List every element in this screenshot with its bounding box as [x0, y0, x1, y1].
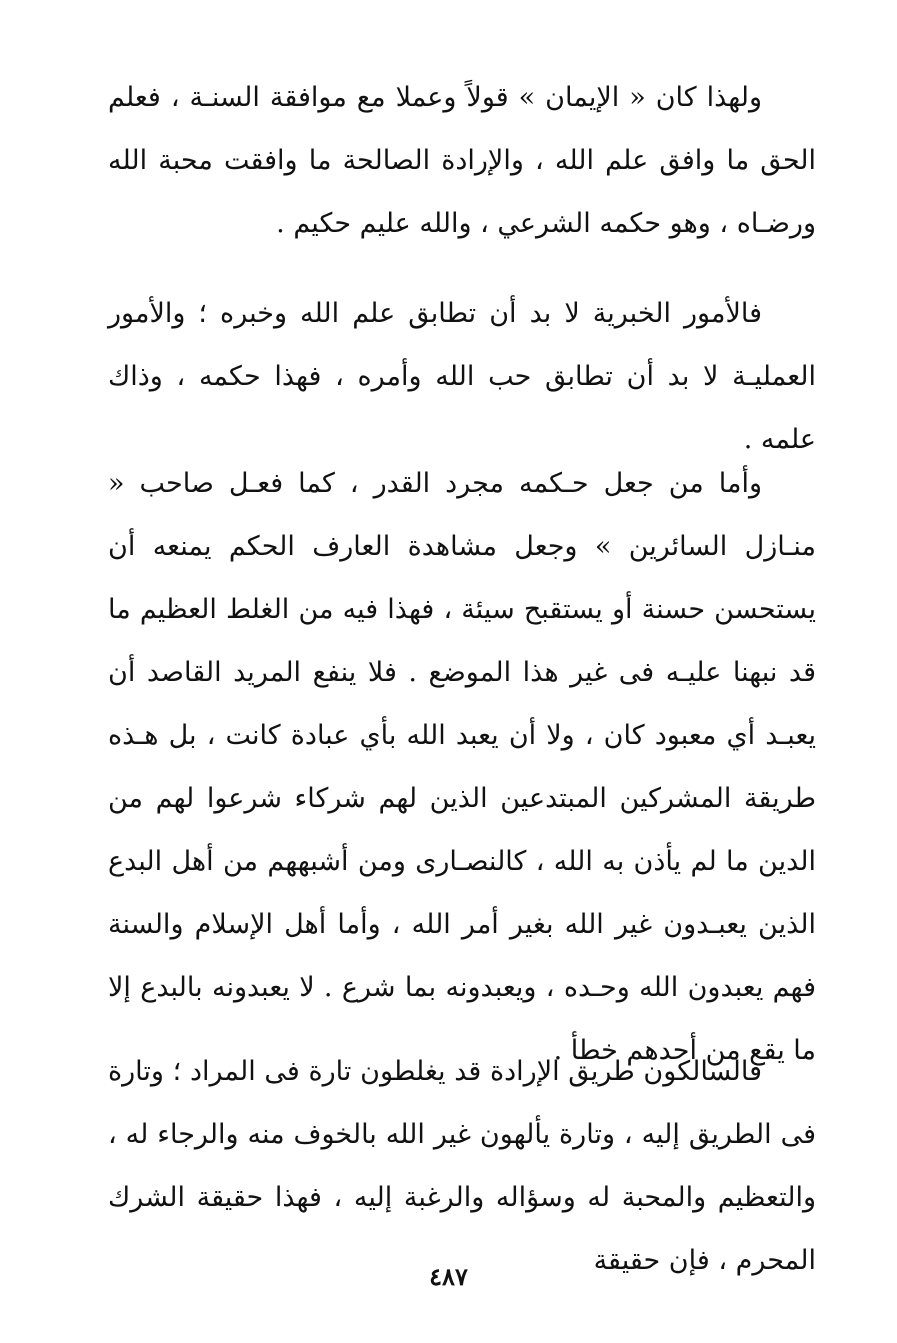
- paragraph-text: فالسالكون طريق الإرادة قد يغلطون تارة فى المراد ؛ وتارة فى الطريق إليه ، وتارة يألهون غير الله بالخوف منه والرجاء له ، والتعظيم والمحبة له وسؤاله والرغبة إليه ، فهذا حقيقة الشرك المحرم ، فإن حقيقة: [108, 1056, 816, 1276]
- paragraph-text: فالأمور الخبرية لا بد أن تطابق علم الله وخبره ؛ والأمور العمليـة لا بد أن تطابق حب الله وأمره ، فهذا حكمه ، وذاك علمه .: [108, 298, 816, 455]
- paragraph-1: [108, 66, 816, 255]
- paragraph-2: [108, 282, 816, 471]
- paragraph-4: [108, 1040, 816, 1292]
- paragraph-3: [108, 452, 816, 1082]
- page-number: ٤٨٧: [429, 1262, 468, 1291]
- paragraph-text: ولهذا كان « الإيمان » قولاً وعملا مع موافقة السنـة ، فعلم الحق ما وافق علم الله ، والإرادة الصالحة ما وافقت محبة الله ورضـاه ، وهو حكمه الشرعي ، والله عليم حكيم .: [108, 82, 816, 239]
- paragraph-text: وأما من جعل حـكمه مجرد القدر ، كما فعـل صاحب « منـازل السائرين » وجعل مشاهدة العارف الحكم يمنعه أن يستحسن حسنة أو يستقبح سيئة ، فهذا فيه من الغلط العظيم ما قد نبهنا عليـه فى غير هذا الموضع . فلا ينفع المريد القاصد أن يعبـد أي معبود كان ، ولا أن يعبد الله بأي عبادة كانت ، بل هـذه طريقة المشركين المبتدعين الذين لهم شركاء شرعوا لهم من الدين ما لم يأذن به الله ، كالنصـارى ومن أشبههم من أهل البدع الذين يعبـدون غير الله بغير أمر الله ، وأما أهل الإسلام والسنة فهم يعبدون الله وحـده ، ويعبدونه بما شرع . لا يعبدونه بالبدع إلا ما يقع من أحدهم خطأ .: [108, 468, 816, 1066]
